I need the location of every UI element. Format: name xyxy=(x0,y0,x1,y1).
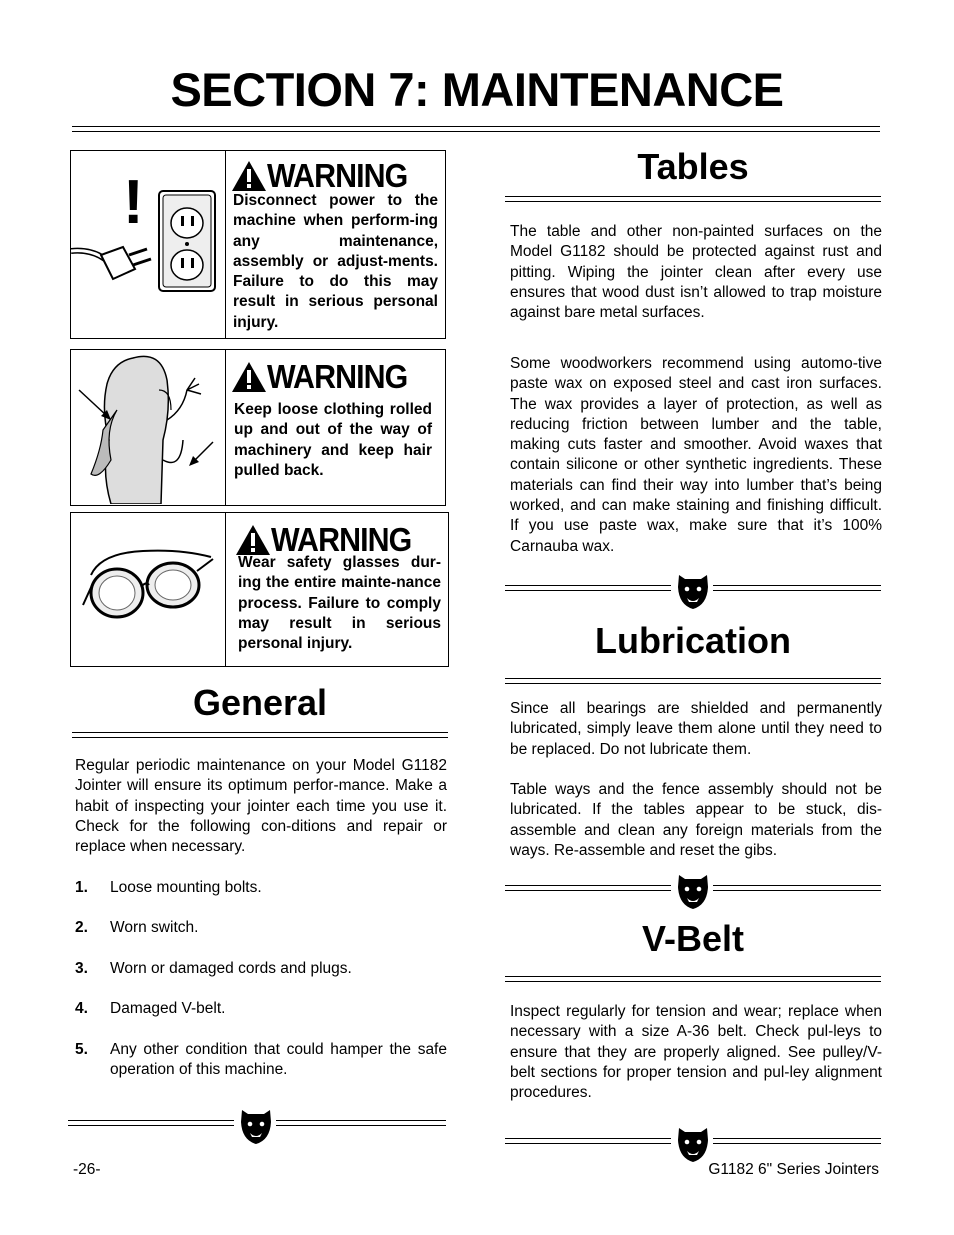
tables-paragraph-2: Some woodworkers recommend using automo-tive paste wax on exposed steel and cast iron surfaces. The wax provides a layer of protection, as well as reducing friction between lumber and the table, making cuts faster and smoother. Avoid waxes that contain silicone or other synthetic ingredients. These materials can find their way into lumber that’s being worked, and can make staining and finishing difficult. If you use paste wax, make sure that it’s 100% Carnauba wax. xyxy=(510,355,882,555)
section-rule xyxy=(505,678,881,684)
warning-text: Keep loose clothing rolled up and out of the way of machinery and keep hair pulled back. xyxy=(234,401,432,479)
warning-triangle-icon xyxy=(235,524,271,556)
bear-divider xyxy=(505,571,881,607)
warning-triangle-icon xyxy=(231,160,267,192)
section-rule xyxy=(505,976,881,982)
section-heading-lubrication: Lubrication xyxy=(595,620,791,661)
section-rule xyxy=(72,732,448,738)
lubrication-paragraph-2: Table ways and the fence assembly should not be lubricated. If the tables appear to be stuck, dis-assemble and clean any foreign materials from the ways. Re-assemble and reset the gibs. xyxy=(510,781,882,859)
bear-logo-icon xyxy=(675,1124,711,1164)
section-heading-tables: Tables xyxy=(637,146,749,187)
document-title: G1182 6" Series Jointers xyxy=(708,1161,879,1178)
bear-logo-icon xyxy=(675,571,711,611)
title-rule xyxy=(72,126,880,132)
list-item: 2. Worn switch. xyxy=(75,919,199,936)
warning-box-glasses xyxy=(70,512,449,667)
bear-divider xyxy=(505,1124,881,1160)
safety-glasses-illustration xyxy=(71,513,226,666)
lubrication-paragraph-1: Since all bearings are shielded and permanently lubricated, simply leave them alone until they need to be replaced. Do not lubricate them. xyxy=(510,700,882,758)
warning-label: WARNING xyxy=(235,521,424,559)
general-intro: Regular periodic maintenance on your Model G1182 Jointer will ensure its optimum perfor-mance. Make a habit of inspecting your jointer each time you use it. Check for the following con-ditions and repair or replace when necessary. xyxy=(75,757,447,856)
warning-label: WARNING xyxy=(231,358,420,396)
page-title: SECTION 7: MAINTENANCE xyxy=(170,63,784,116)
warning-text: Disconnect power to the machine when perform-ing any maintenance, assembly or adjust-ments. Failure to do this may result in serious personal injury. xyxy=(233,192,438,331)
list-item: 3. Worn or damaged cords and plugs. xyxy=(75,960,352,977)
list-item: 4. Damaged V-belt. xyxy=(75,1000,226,1017)
section-heading-general: General xyxy=(192,682,328,723)
plug-outlet-illustration xyxy=(71,151,226,338)
bear-divider xyxy=(68,1106,446,1142)
warning-text: Wear safety glasses dur-ing the entire mainte-nance process. Failure to comply may result in serious personal injury. xyxy=(238,554,441,653)
warning-box-power xyxy=(70,150,446,339)
warning-triangle-icon xyxy=(231,361,267,393)
warning-box-clothing xyxy=(70,349,446,506)
bear-logo-icon xyxy=(238,1106,274,1146)
section-rule xyxy=(505,196,881,202)
page-number: -26- xyxy=(73,1161,101,1178)
list-item: 5. Any other condition that could hamper the safe operation of this machine. xyxy=(75,1041,447,1079)
tables-paragraph-1: The table and other non-painted surfaces on the Model G1182 should be protected against rust and pitting. Wiping the jointer clean after every use ensures that wood dust isn’t allowed to trap moisture against bare metal surfaces. xyxy=(510,223,882,322)
warning-label: WARNING xyxy=(231,157,420,195)
hair-clothing-illustration xyxy=(71,350,226,505)
bear-logo-icon xyxy=(675,871,711,911)
svg-text:!: ! xyxy=(123,168,144,237)
vbelt-paragraph-1: Inspect regularly for tension and wear; replace when necessary with a size A-36 belt. Check pul-leys to ensure that they are properly aligned. See pulley/V-belt sections for proper tension and pul-ley alignment procedures. xyxy=(510,1003,882,1102)
section-heading-vbelt: V-Belt xyxy=(641,918,745,959)
bear-divider xyxy=(505,871,881,907)
list-item: 1. Loose mounting bolts. xyxy=(75,879,262,896)
